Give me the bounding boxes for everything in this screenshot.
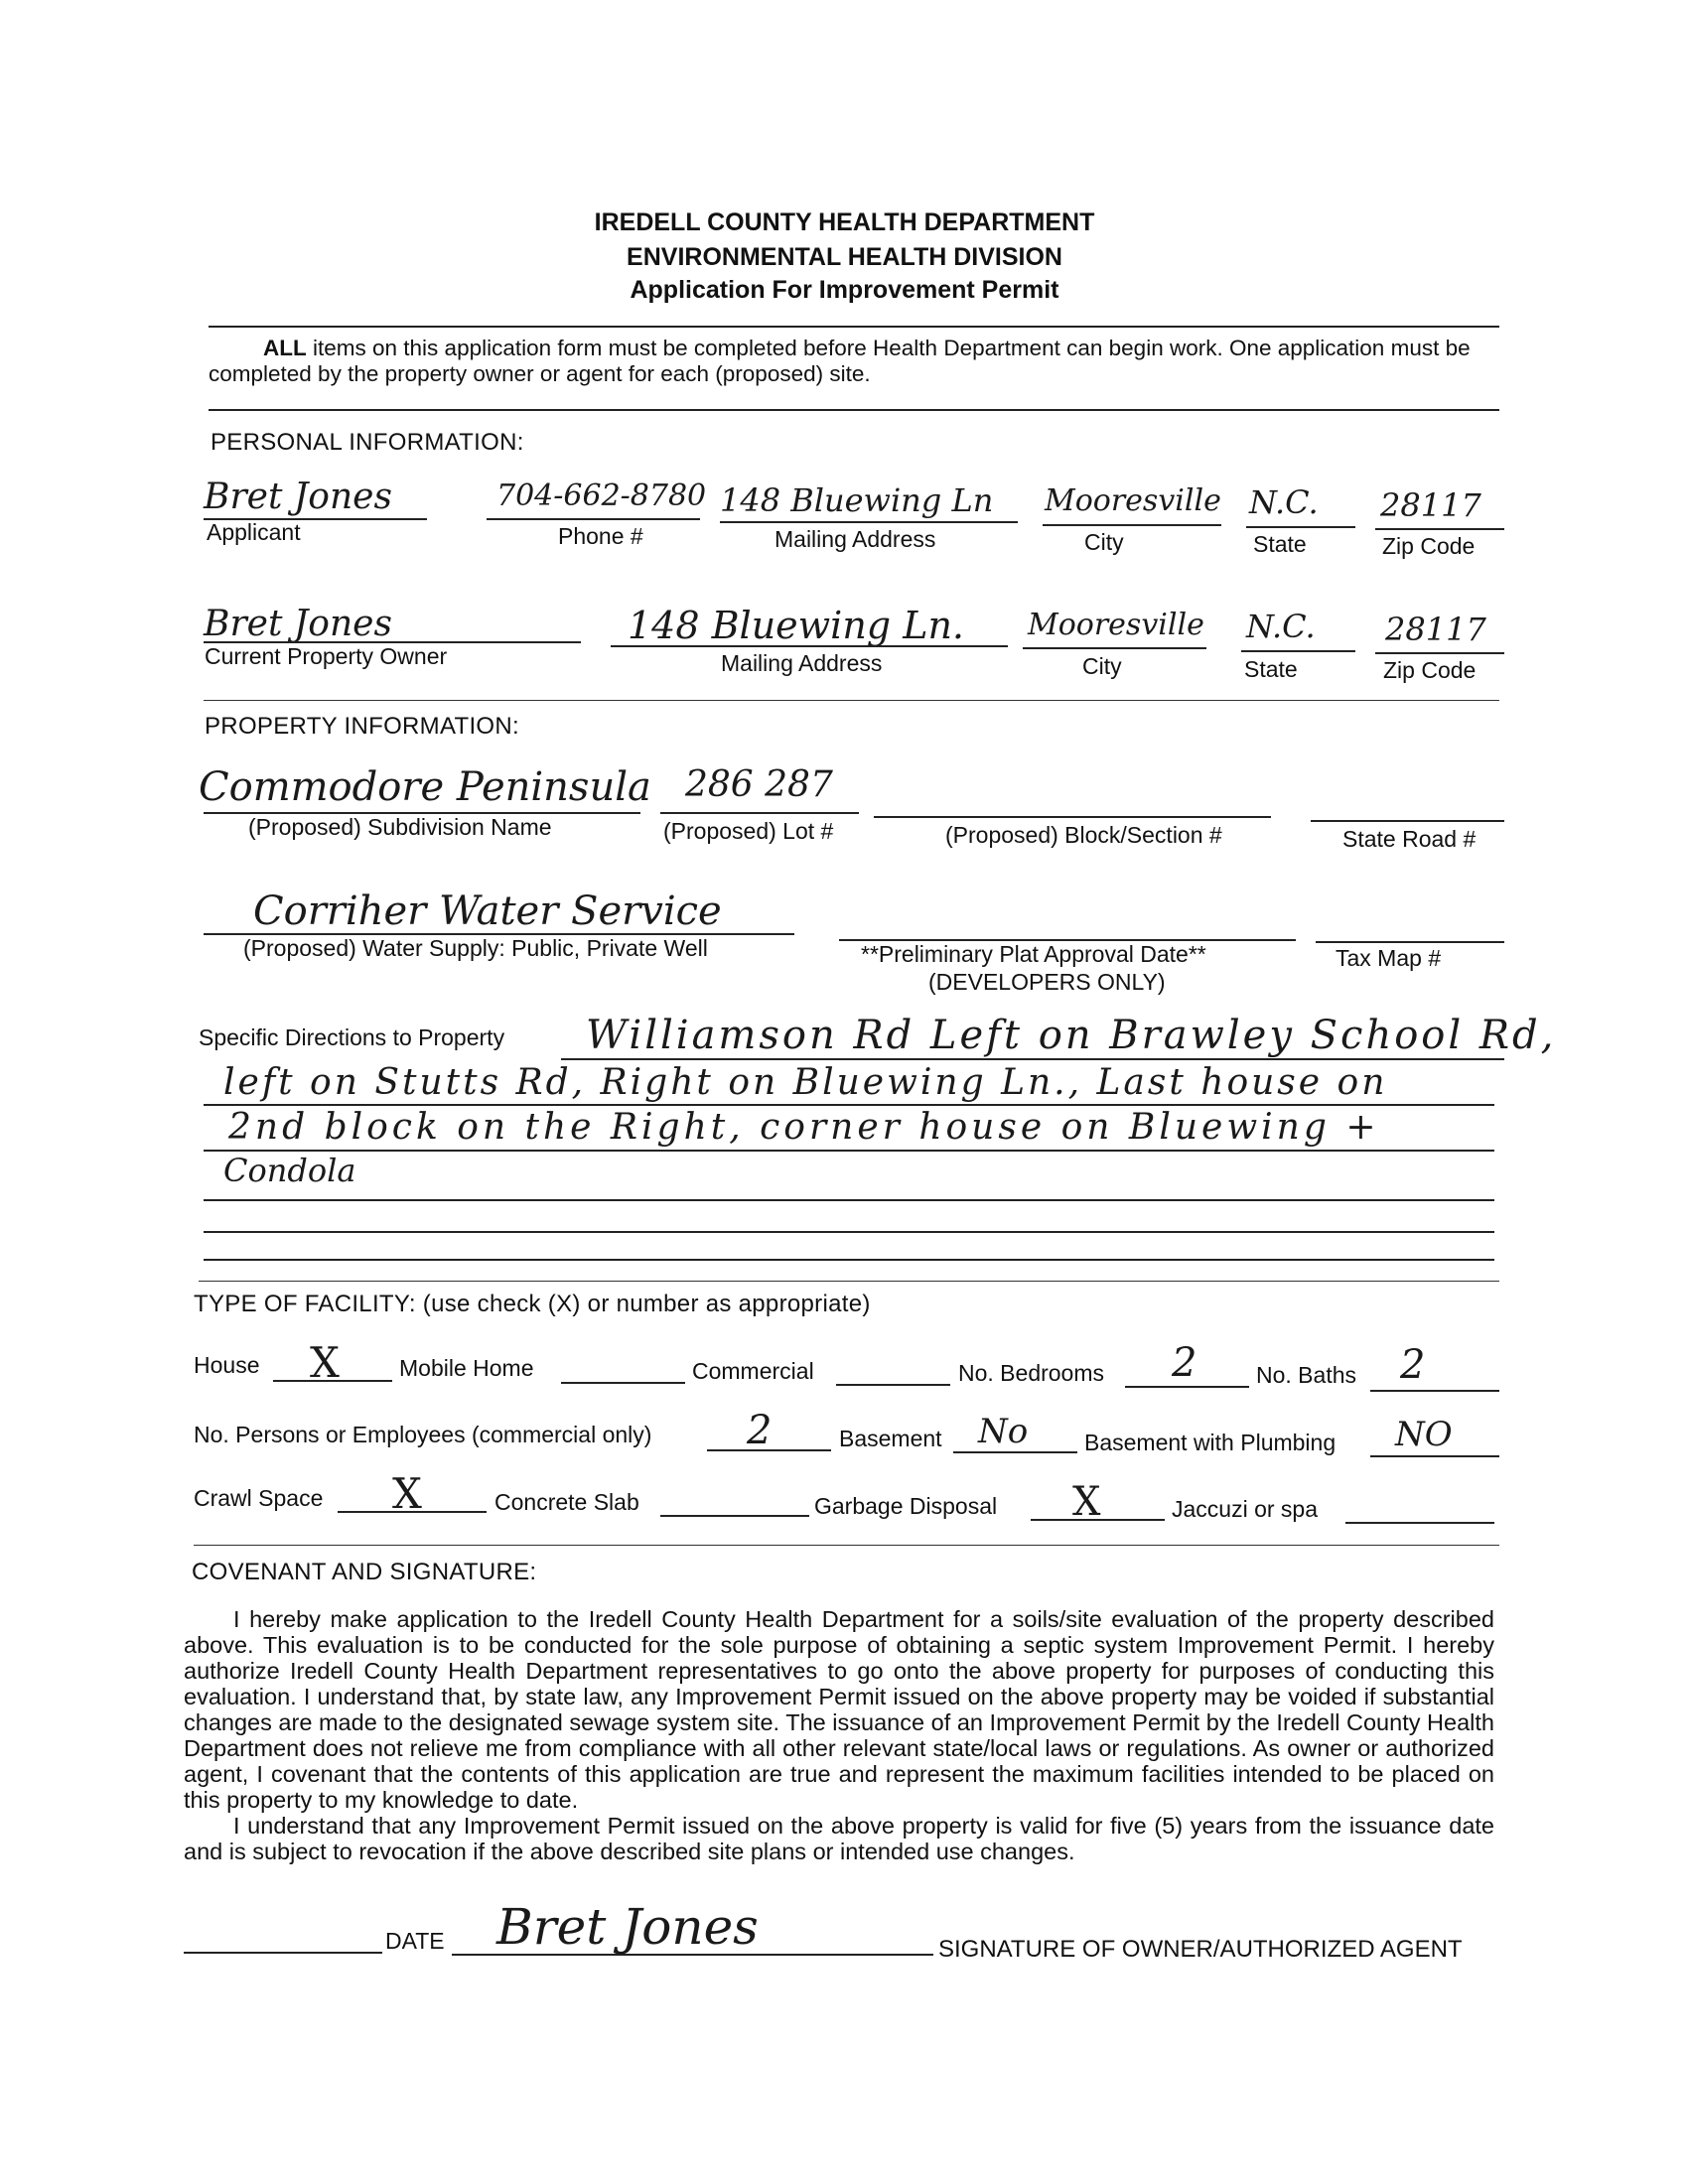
directions-line-3 (204, 1150, 1494, 1152)
directions-label: Specific Directions to Property (199, 1024, 505, 1050)
applicant-zip-label: Zip Code (1382, 533, 1476, 559)
applicant-label: Applicant (207, 519, 301, 545)
applicant-phone-line (487, 518, 700, 520)
division-title: ENVIRONMENTAL HEALTH DIVISION (627, 243, 1062, 271)
owner-city-line (1023, 647, 1206, 649)
jaccuzi-line (1345, 1522, 1494, 1524)
intro-top-rule (209, 326, 1499, 328)
form-title: Application For Improvement Permit (630, 276, 1059, 304)
owner-address-label: Mailing Address (721, 650, 883, 676)
applicant-phone-value: 704-662-8780 (496, 478, 707, 513)
personal-bottom-rule (204, 700, 1499, 701)
bedrooms-value: 2 (1172, 1340, 1197, 1386)
facility-bottom-rule (194, 1545, 1499, 1546)
garbage-disposal-check: X (1072, 1479, 1101, 1525)
owner-zip-label: Zip Code (1383, 657, 1477, 683)
owner-name-value: Bret Jones (204, 604, 392, 644)
directions-line-6 (204, 1259, 1494, 1261)
applicant-zip-value: 28117 (1380, 486, 1481, 524)
directions-line-1 (561, 1058, 1504, 1060)
owner-state-line (1241, 650, 1355, 652)
owner-address-line (611, 645, 1008, 647)
baths-value: 2 (1400, 1342, 1426, 1388)
tax-map-label: Tax Map # (1336, 945, 1442, 971)
covenant-paragraph-2: I understand that any Improvement Permit issued on the above property is valid for five (5) years from the issuance date and is subject to revocation if the above described site plans or intended use changes. (184, 1813, 1494, 1864)
owner-address-value: 148 Bluewing Ln. (628, 604, 964, 647)
commercial-label: Commercial (692, 1358, 814, 1384)
property-heading: PROPERTY INFORMATION: (205, 713, 519, 740)
concrete-slab-label: Concrete Slab (494, 1489, 639, 1515)
road-line (1311, 820, 1504, 822)
directions-line-1-value: Williamson Rd Left on Brawley School Rd, (586, 1013, 1557, 1058)
basement-line (953, 1451, 1077, 1453)
basement-value: No (978, 1412, 1029, 1451)
applicant-city-value: Mooresville (1045, 483, 1221, 518)
lot-line (660, 812, 859, 814)
jaccuzi-label: Jaccuzi or spa (1172, 1496, 1319, 1522)
subdivision-label: (Proposed) Subdivision Name (248, 814, 552, 840)
intro-text (209, 336, 1499, 387)
directions-line-4-value: Condola (223, 1152, 356, 1189)
block-line (874, 816, 1271, 818)
directions-line-3-value: 2nd block on the Right, corner house on Bluewing + (228, 1107, 1380, 1148)
plat-date-sublabel: (DEVELOPERS ONLY) (928, 969, 1166, 995)
personal-heading: PERSONAL INFORMATION: (211, 429, 524, 456)
applicant-zip-line (1375, 528, 1504, 530)
intro-bottom-rule (209, 409, 1499, 411)
persons-label: No. Persons or Employees (commercial only) (194, 1422, 652, 1447)
basement-plumbing-line (1370, 1455, 1499, 1457)
concrete-slab-line (660, 1515, 809, 1517)
owner-signature: Bret Jones (496, 1898, 759, 1956)
signature-label: SIGNATURE OF OWNER/AUTHORIZED AGENT (938, 1936, 1463, 1963)
lot-value: 286 287 (685, 764, 833, 805)
date-line (184, 1952, 382, 1954)
tax-map-line (1316, 941, 1504, 943)
house-label: House (194, 1352, 260, 1378)
lot-label: (Proposed) Lot # (663, 818, 834, 844)
directions-line-2-value: left on Stutts Rd, Right on Bluewing Ln., Last house on (223, 1062, 1388, 1103)
applicant-address-line (720, 521, 1018, 523)
persons-value: 2 (747, 1408, 773, 1453)
directions-line-4 (204, 1199, 1494, 1201)
applicant-state-label: State (1253, 531, 1307, 557)
owner-zip-line (1375, 652, 1504, 654)
block-label: (Proposed) Block/Section # (945, 822, 1222, 848)
crawl-space-label: Crawl Space (194, 1485, 324, 1511)
bedrooms-label: No. Bedrooms (958, 1360, 1105, 1386)
baths-label: No. Baths (1256, 1362, 1356, 1388)
directions-line-2 (204, 1104, 1494, 1106)
applicant-city-label: City (1084, 529, 1124, 555)
intro-bold: ALL (263, 336, 307, 360)
owner-label: Current Property Owner (205, 643, 448, 669)
facility-heading: TYPE OF FACILITY: (use check (X) or number as appropriate) (194, 1291, 871, 1317)
water-supply-label: (Proposed) Water Supply: Public, Private Well (243, 935, 708, 961)
applicant-state-value: N.C. (1249, 483, 1319, 521)
crawl-space-check: X (392, 1469, 422, 1518)
owner-city-value: Mooresville (1028, 608, 1204, 642)
applicant-name-value: Bret Jones (204, 477, 392, 517)
applicant-address-label: Mailing Address (774, 526, 936, 552)
baths-line (1370, 1390, 1499, 1392)
mobile-home-line (561, 1382, 685, 1384)
intro-body: items on this application form must be completed before Health Department can begin work. One application must be completed by the property owner or agent for each (proposed) site. (209, 336, 1471, 386)
owner-state-label: State (1244, 656, 1298, 682)
applicant-address-value: 148 Bluewing Ln (720, 481, 994, 519)
applicant-state-line (1246, 526, 1355, 528)
applicant-phone-label: Phone # (558, 523, 643, 549)
property-bottom-rule (199, 1281, 1499, 1282)
basement-plumbing-label: Basement with Plumbing (1084, 1430, 1337, 1455)
covenant-heading: COVENANT AND SIGNATURE: (192, 1559, 537, 1585)
covenant-text (184, 1606, 1494, 1864)
house-check: X (310, 1338, 340, 1387)
owner-zip-value: 28117 (1385, 611, 1486, 648)
water-supply-value: Corriher Water Service (253, 888, 722, 934)
owner-city-label: City (1082, 653, 1122, 679)
plat-date-label: **Preliminary Plat Approval Date** (861, 941, 1206, 967)
subdivision-value: Commodore Peninsula (199, 764, 651, 810)
bedrooms-line (1125, 1386, 1249, 1388)
mobile-home-label: Mobile Home (399, 1355, 534, 1381)
road-label: State Road # (1342, 826, 1477, 852)
basement-plumbing-value: NO (1395, 1415, 1453, 1454)
covenant-paragraph-1: I hereby make application to the Iredell County Health Department for a soils/site evaluation of the property described above. This evaluation is to be conducted for the sole purpose of obtaining a septic system Improvement Permit. I hereby authorize Iredell County Health Department representatives to go onto the above property for purposes of conducting this evaluation. I understand that, by state law, any Improvement Permit issued on the above property may be voided if substantial changes are made to the designated sewage system site. The issuance of an Improvement Permit by the Iredell County Health Department does not relieve me from compliance with all other relevant state/local laws or regulations. As owner or authorized agent, I covenant that the contents of this application are true and represent the maximum facilities intended to be placed on this property to my knowledge to date. (184, 1606, 1494, 1813)
department-title: IREDELL COUNTY HEALTH DEPARTMENT (594, 208, 1095, 236)
applicant-city-line (1043, 524, 1221, 526)
directions-line-5 (204, 1231, 1494, 1233)
commercial-line (836, 1384, 950, 1386)
garbage-disposal-label: Garbage Disposal (814, 1493, 998, 1519)
owner-state-value: N.C. (1246, 608, 1316, 645)
basement-label: Basement (839, 1426, 942, 1451)
date-label: DATE (385, 1928, 445, 1954)
